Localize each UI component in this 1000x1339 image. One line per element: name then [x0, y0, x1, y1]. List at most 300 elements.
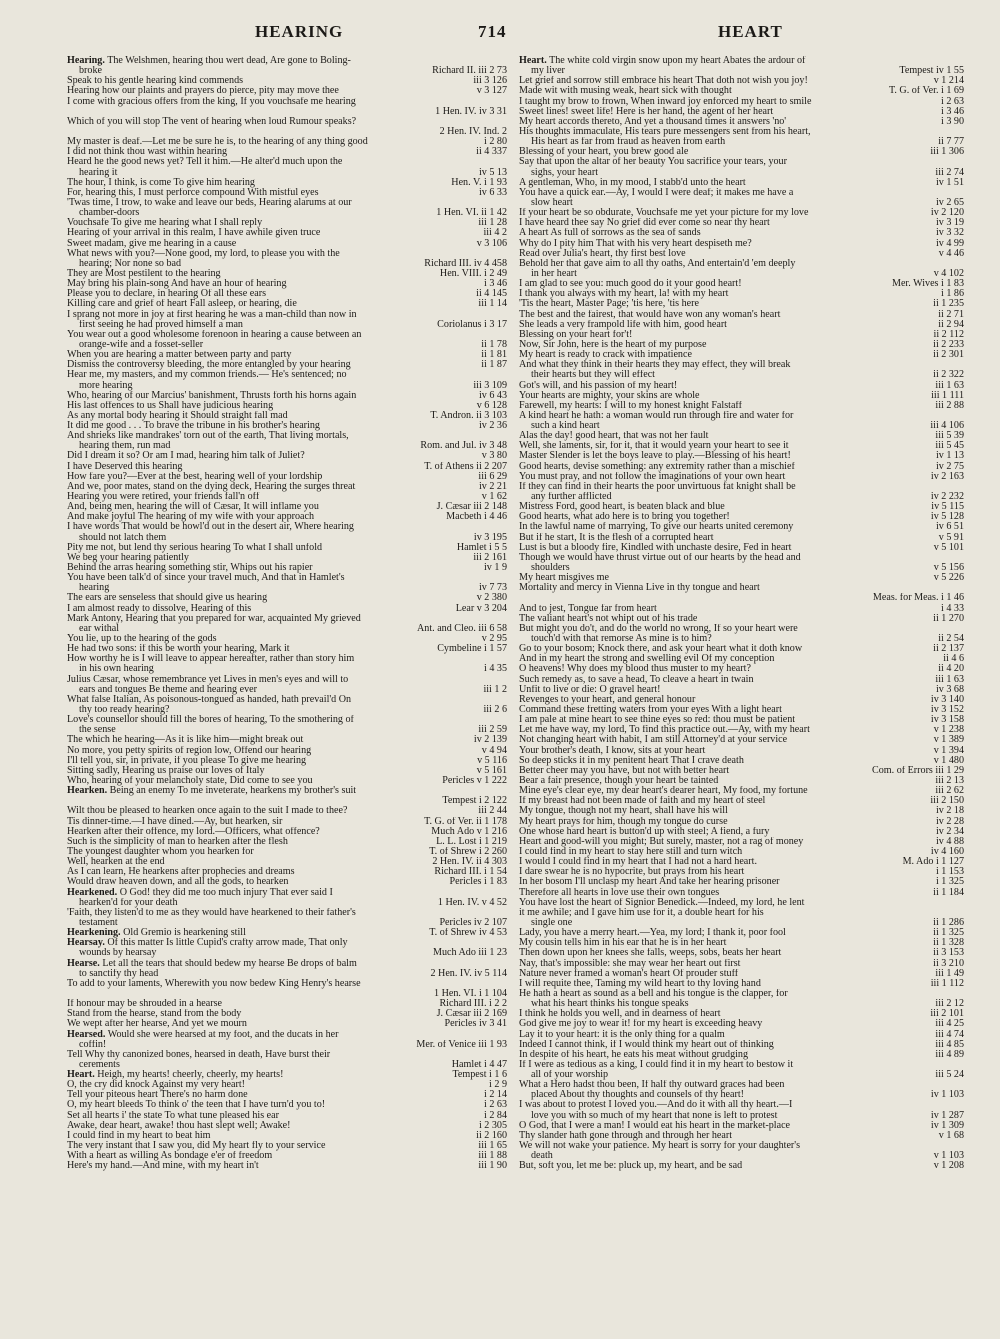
- quotation: Sweet lines! sweet life! Here is her hand, the agent of her heart: [519, 106, 774, 117]
- concordance-line: [519, 381, 964, 391]
- citation-reference: iv 7 73: [476, 583, 507, 593]
- concordance-line: [519, 360, 964, 370]
- quotation: slow heart: [531, 197, 573, 208]
- concordance-line: [519, 604, 964, 614]
- quotation-text: [519, 259, 964, 269]
- concordance-line: [67, 360, 507, 370]
- citation-reference: Tempest i 2 122: [439, 796, 507, 806]
- concordance-line: [519, 675, 964, 685]
- quotation: Unfit to live or die: O gravel heart!: [519, 684, 661, 695]
- concordance-line: [519, 228, 964, 238]
- quotation: hearing; Nor none so bad: [79, 258, 182, 269]
- quotation: 'Twas time, I trow, to wake and leave our beds, Hearing alarums at our: [67, 197, 352, 208]
- concordance-line: [67, 1100, 507, 1110]
- quotation: more hearing: [79, 380, 133, 391]
- quotation-text: [67, 959, 507, 969]
- concordance-line: [67, 746, 507, 756]
- quotation: He hath a heart as sound as a bell and his tongue is the clapper, for: [519, 988, 788, 999]
- concordance-line: [67, 259, 507, 269]
- concordance-line: [519, 66, 964, 76]
- concordance-line: [67, 776, 507, 786]
- citation-reference: iii 5 39: [932, 431, 964, 441]
- quotation-text: [519, 918, 964, 928]
- citation-reference: v 3 127: [474, 86, 507, 96]
- quotation-text: [519, 299, 964, 309]
- quotation: My tongue, though not my heart, shall have his will: [519, 806, 728, 817]
- quotation: Hearken after their offence, my lord.—Officers, what offence?: [67, 826, 320, 837]
- quotation: Would she were hearsed at my foot, and the ducats in her: [107, 1029, 339, 1040]
- concordance-line: [519, 157, 964, 167]
- quotation-text: [67, 543, 507, 553]
- concordance-line: [519, 735, 964, 745]
- citation-reference: Meas. for Meas. i 1 46: [870, 593, 964, 603]
- quotation: My heart misgives me: [519, 573, 609, 584]
- quotation: I come with gracious offers from the king, If you vouchsafe me hearing: [67, 96, 356, 107]
- concordance-line: [519, 56, 964, 66]
- concordance-line: [519, 837, 964, 847]
- concordance-line: [67, 1090, 507, 1100]
- concordance-line: [67, 1060, 507, 1070]
- quotation-text: [67, 756, 507, 766]
- quotation: I could find in my heart to stay here still and turn witch: [519, 846, 743, 857]
- citation-reference: i 1 325: [933, 877, 964, 887]
- citation-reference: v 5 101: [931, 543, 964, 553]
- quotation: Master Slender is let the boys leave to play.—Blessing of his heart!: [519, 451, 791, 462]
- quotation-text: [519, 969, 964, 979]
- concordance-line: [67, 948, 507, 958]
- quotation-text: [67, 97, 507, 107]
- concordance-line: [519, 350, 964, 360]
- concordance-line: [519, 249, 964, 259]
- quotation: thy too ready hearing?: [79, 705, 170, 715]
- quotation-text: [519, 928, 964, 938]
- quotation: Nay, that's impossible: she may wear her heart out first: [519, 958, 741, 969]
- concordance-line: [67, 898, 507, 908]
- concordance-line: [519, 817, 964, 827]
- citation-reference: iv 4 160: [928, 847, 964, 857]
- citation-reference: i 3 46: [481, 279, 507, 289]
- citation-reference: Pericles iv 2 107: [436, 918, 507, 928]
- quotation: The Welshmen, hearing thou wert dead, Are gone to Boling-: [107, 56, 351, 66]
- quotation: With a heart as willing As bondage e'er of freedom: [67, 1151, 273, 1162]
- quotation: Blessing on your heart for't!: [519, 329, 633, 340]
- citation-reference: Pericles iv 3 41: [441, 1019, 507, 1029]
- quotation: I have Deserved this hearing: [67, 461, 183, 472]
- concordance-line: [67, 908, 507, 918]
- quotation: cerements: [79, 1059, 120, 1070]
- quotation: Behold her that gave aim to all thy oaths, And entertain'd 'em deeply: [519, 258, 796, 269]
- concordance-line: [67, 168, 507, 178]
- citation-reference: v 1 103: [931, 1151, 964, 1161]
- quotation-text: [519, 847, 964, 857]
- citation-reference: L. L. Lost i 1 219: [433, 837, 507, 847]
- concordance-line: [519, 786, 964, 796]
- citation-reference: v 1 208: [931, 1161, 964, 1171]
- quotation-text: [519, 1019, 964, 1029]
- quotation-text: [519, 1151, 964, 1161]
- concordance-line: [519, 1009, 964, 1019]
- quotation-text: [67, 157, 507, 167]
- concordance-line: [519, 1019, 964, 1029]
- citation-reference: i 2 14: [481, 1090, 507, 1100]
- quotation-text: [519, 1070, 964, 1080]
- concordance-line: [67, 127, 507, 137]
- quotation: The valiant heart's not whipt out of his trade: [519, 613, 698, 624]
- quotation-text: [519, 725, 964, 735]
- concordance-line: [519, 624, 964, 634]
- quotation: Nature never framed a woman's heart Of prouder stuff: [519, 968, 739, 979]
- citation-reference: T. G. of Ver. ii 1 178: [421, 817, 507, 827]
- concordance-line: [67, 340, 507, 350]
- concordance-line: [67, 269, 507, 279]
- quotation-text: [67, 401, 507, 411]
- citation-reference: iv 2 21: [476, 482, 507, 492]
- quotation: hearken'd for your death: [79, 897, 178, 908]
- quotation: Please you to declare, in hearing Of all these ears: [67, 289, 266, 300]
- citation-reference: v 6 128: [474, 401, 507, 411]
- quotation-text: [67, 1111, 507, 1121]
- quotation: You have lost the heart of Signior Benedick.—Indeed, my lord, he lent: [519, 897, 805, 908]
- concordance-line: [67, 1121, 507, 1131]
- citation-reference: i 3 90: [938, 117, 964, 127]
- quotation: My master is deaf.—Let me be sure he is, to the hearing of any thing good: [67, 137, 368, 148]
- citation-reference: Ant. and Cleo. iii 6 58: [414, 624, 507, 634]
- quotation: hearing them, run mad: [79, 441, 171, 452]
- citation-reference: iv 6 43: [476, 391, 507, 401]
- quotation-text: [519, 806, 964, 816]
- concordance-line: [67, 512, 507, 522]
- quotation: Such remedy as, to save a head, To cleave a heart in twain: [519, 674, 754, 685]
- concordance-line: [519, 1121, 964, 1131]
- concordance-line: [519, 847, 964, 857]
- quotation: Indeed I cannot think, if I would think my heart out of thinking: [519, 1039, 774, 1050]
- citation-reference: iv 2 139: [471, 735, 507, 745]
- concordance-line: [67, 462, 507, 472]
- citation-reference: 2 Hen. IV. iv 5 114: [427, 969, 507, 979]
- left-column: [67, 56, 507, 1171]
- concordance-line: [67, 208, 507, 218]
- quotation-text: [67, 218, 507, 228]
- concordance-line: [519, 867, 964, 877]
- quotation-text: [519, 381, 964, 391]
- quotation-text: [519, 451, 964, 461]
- citation-reference: iv 3 140: [928, 695, 964, 705]
- concordance-line: [519, 147, 964, 157]
- citation-reference: ii 2 322: [930, 370, 964, 380]
- citation-reference: i 2 63: [481, 1100, 507, 1110]
- citation-reference: v 1 389: [931, 735, 964, 745]
- citation-reference: iii 2 161: [470, 553, 507, 563]
- concordance-line: [519, 198, 964, 208]
- quotation: She leads a very frampold life with him, good heart: [519, 319, 727, 330]
- concordance-line: [519, 543, 964, 553]
- quotation-text: [519, 959, 964, 969]
- quotation: A kind heart he hath: a woman would run through fire and water for: [519, 410, 794, 421]
- quotation: my liver: [531, 66, 565, 77]
- quotation: first seeing he had proved himself a man: [79, 319, 243, 330]
- quotation: I will requite thee, Taming my wild heart to thy loving hand: [519, 978, 761, 989]
- quotation: testament: [79, 917, 118, 928]
- concordance-line: [519, 431, 964, 441]
- quotation-text: [519, 756, 964, 766]
- citation-reference: T. of Athens ii 2 207: [421, 462, 507, 472]
- quotation-text: [67, 715, 507, 725]
- concordance-line: [519, 857, 964, 867]
- citation-reference: iii 1 306: [927, 147, 964, 157]
- concordance-line: [67, 675, 507, 685]
- citation-reference: iv 3 19: [933, 218, 964, 228]
- quotation-text: [67, 340, 507, 350]
- quotation: But, soft you, let me be: pluck up, my heart, and be sad: [519, 1161, 743, 1172]
- right-column: [519, 56, 964, 1171]
- headword: Hearse.: [67, 958, 100, 969]
- citation-reference: v 5 226: [931, 573, 964, 583]
- quotation-text: [519, 431, 964, 441]
- citation-reference: iv 3 68: [933, 685, 964, 695]
- quotation-text: [519, 228, 964, 238]
- quotation-text: [519, 1090, 964, 1100]
- concordance-line: [67, 644, 507, 654]
- citation-reference: Richard III. iv 4 458: [421, 259, 507, 269]
- quotation-text: [519, 198, 964, 208]
- quotation-text: [519, 746, 964, 756]
- citation-reference: i 3 46: [938, 107, 964, 117]
- quotation: If your heart be so obdurate, Vouchsafe me yet your picture for my love: [519, 208, 809, 219]
- concordance-line: [519, 705, 964, 715]
- concordance-line: [67, 310, 507, 320]
- concordance-line: [67, 279, 507, 289]
- quotation: Let me have way, my lord, To find this practice out.—Ay, with my heart: [519, 725, 810, 736]
- quotation-text: [519, 107, 964, 117]
- concordance-line: [519, 1050, 964, 1060]
- concordance-line: [519, 583, 964, 593]
- concordance-line: [519, 178, 964, 188]
- citation-reference: ii 1 286: [930, 918, 964, 928]
- concordance-line: [519, 451, 964, 461]
- quotation: My heart accords thereto, And yet a thousand times it answers 'no': [519, 116, 787, 127]
- concordance-line: [67, 634, 507, 644]
- concordance-line: [67, 492, 507, 502]
- citation-reference: i 2 305: [476, 1121, 507, 1131]
- concordance-line: [67, 999, 507, 1009]
- quotation: 'Tis the heart, Master Page; 'tis here, 'tis here: [519, 299, 700, 310]
- citation-reference: iv 2 65: [933, 198, 964, 208]
- quotation-text: [519, 56, 964, 66]
- quotation-text: [67, 86, 507, 96]
- quotation-text: [519, 330, 964, 340]
- concordance-line: [519, 928, 964, 938]
- citation-reference: ii 1 184: [930, 888, 964, 898]
- citation-reference: iv 3 195: [471, 533, 507, 543]
- quotation: Heard he the good news yet? Tell it him.—He alter'd much upon the: [67, 157, 343, 168]
- concordance-line: [67, 441, 507, 451]
- quotation: Who, hearing of our Marcius' banishment, Thrusts forth his horns again: [67, 390, 357, 401]
- concordance-line: [67, 76, 507, 86]
- quotation-text: [67, 289, 507, 299]
- citation-reference: Hen. VIII. i 2 49: [437, 269, 507, 279]
- citation-reference: Mer. of Venice iii 1 93: [413, 1040, 507, 1050]
- quotation-text: [67, 675, 507, 685]
- quotation-text: [67, 654, 507, 664]
- quotation-text: [67, 806, 507, 816]
- citation-reference: iv 3 158: [928, 715, 964, 725]
- quotation: Read over Julia's heart, thy first best love: [519, 248, 686, 259]
- concordance-line: [519, 898, 964, 908]
- concordance-line: [519, 502, 964, 512]
- concordance-line: [67, 715, 507, 725]
- quotation: Speak to his gentle hearing kind commends: [67, 76, 244, 87]
- concordance-line: [519, 746, 964, 756]
- quotation: I'll tell you, sir, in private, if you please To give me hearing: [67, 755, 307, 766]
- quotation-text: [519, 1040, 964, 1050]
- quotation-text: [519, 310, 964, 320]
- citation-reference: iv 1 13: [933, 451, 964, 461]
- concordance-line: [519, 664, 964, 674]
- citation-reference: v 3 106: [474, 239, 507, 249]
- concordance-line: [519, 97, 964, 107]
- quotation: Hearing of your arrival in this realm, I have awhile given truce: [67, 228, 321, 239]
- citation-reference: iii 6 29: [475, 472, 507, 482]
- quotation-text: [67, 188, 507, 198]
- quotation: wounds by hearsay: [79, 948, 157, 959]
- citation-reference: iv 6 33: [476, 188, 507, 198]
- citation-reference: 2 Hen. IV. Ind. 2: [437, 127, 507, 137]
- quotation: ear withal: [79, 623, 120, 634]
- quotation: The very instant that I saw you, did My heart fly to your service: [67, 1141, 326, 1152]
- quotation: Made wit with musing weak, heart sick with thought: [519, 86, 732, 97]
- quotation: placed About thy thoughts and counsels of thy heart!: [531, 1090, 745, 1101]
- citation-reference: ii 7 77: [935, 137, 964, 147]
- quotation: such a kind heart: [531, 421, 600, 432]
- quotation: in her heart: [531, 268, 577, 279]
- concordance-line: [67, 543, 507, 553]
- concordance-line: [519, 492, 964, 502]
- citation-reference: v 4 102: [931, 269, 964, 279]
- concordance-line: [519, 553, 964, 563]
- citation-reference: ii 1 328: [930, 938, 964, 948]
- headword: Hearkening.: [67, 928, 121, 939]
- quotation: Blessing of your heart, you brew good ale: [519, 147, 689, 158]
- quotation: Now, Sir John, here is the heart of my purpose: [519, 339, 707, 350]
- concordance-line: [519, 614, 964, 624]
- citation-reference: iii 1 111: [928, 391, 964, 401]
- citation-reference: v 5 161: [474, 766, 507, 776]
- quotation-text: [67, 553, 507, 563]
- quotation: Lady, you have a merry heart.—Yea, my lord; I thank it, poor fool: [519, 928, 786, 939]
- quotation-text: [67, 147, 507, 157]
- quotation: Let all the tears that should bedew my hearse Be drops of balm: [102, 958, 357, 969]
- quotation: Dismiss the controversy bleeding, the more entangled by your hearing: [67, 360, 351, 371]
- quotation-text: [519, 1009, 964, 1019]
- citation-reference: iii 5 45: [932, 441, 964, 451]
- quotation-text: [67, 522, 507, 532]
- quotation: Well, hearken at the end: [67, 857, 165, 868]
- quotation: And, being men, hearing the will of Cæsar, It will inflame you: [67, 502, 319, 513]
- quotation-text: [67, 310, 507, 320]
- quotation: Pity me not, but lend thy serious hearing To what I shall unfold: [67, 542, 323, 553]
- concordance-line: [519, 421, 964, 431]
- citation-reference: J. Cæsar iii 2 169: [434, 1009, 507, 1019]
- quotation: And in my heart the strong and swelling evil Of my conception: [519, 654, 775, 665]
- citation-reference: T. of Shrew i 2 260: [426, 847, 507, 857]
- quotation-text: [519, 218, 964, 228]
- concordance-line: [519, 1161, 964, 1171]
- quotation-text: [519, 533, 964, 543]
- quotation: Well, she laments, sir, for it, that it would yearn your heart to see it: [519, 441, 789, 452]
- concordance-line: [519, 370, 964, 380]
- headword: Hearing.: [67, 56, 105, 66]
- quotation-text: [67, 766, 507, 776]
- quotation-text: [67, 583, 507, 593]
- concordance-line: [67, 391, 507, 401]
- quotation: What false Italian, As poisonous-tongued as handed, hath prevail'd On: [67, 694, 352, 705]
- citation-reference: v 2 95: [479, 634, 507, 644]
- quotation: And make joyful The hearing of my wife with your approach: [67, 512, 315, 523]
- quotation-text: [519, 512, 964, 522]
- quotation-text: [519, 898, 964, 908]
- citation-reference: Richard II. iii 2 73: [429, 66, 507, 76]
- quotation: No more, you petty spirits of region low, Offend our hearing: [67, 745, 312, 756]
- concordance-line: [67, 918, 507, 928]
- concordance-line: [519, 1111, 964, 1121]
- concordance-line: [519, 76, 964, 86]
- quotation-text: [67, 1100, 507, 1110]
- quotation-text: [519, 1131, 964, 1141]
- quotation-text: [67, 117, 507, 127]
- concordance-line: [519, 685, 964, 695]
- quotation: Stand from the hearse, stand from the body: [67, 1009, 242, 1020]
- quotation-text: [67, 472, 507, 482]
- quotation: Such is the simplicity of man to hearken after the flesh: [67, 836, 288, 847]
- concordance-line: [519, 776, 964, 786]
- quotation: Vouchsafe To give me hearing what I shall reply: [67, 218, 263, 229]
- quotation-text: [67, 370, 507, 380]
- quotation: Mistress Ford, good heart, is beaten black and blue: [519, 502, 725, 513]
- concordance-line: [519, 766, 964, 776]
- concordance-line: [67, 107, 507, 117]
- quotation: hearing it: [79, 167, 118, 178]
- quotation-text: [519, 178, 964, 188]
- citation-reference: T. G. of Ver. i 1 69: [886, 86, 964, 96]
- quotation-text: [519, 360, 964, 370]
- concordance-line: [519, 472, 964, 482]
- concordance-line: [67, 583, 507, 593]
- concordance-line: [67, 157, 507, 167]
- citation-reference: iii 1 49: [932, 969, 964, 979]
- concordance-line: [519, 1040, 964, 1050]
- concordance-line: [519, 1060, 964, 1070]
- concordance-line: [67, 553, 507, 563]
- quotation: Say that upon the altar of her beauty You sacrifice your tears, your: [519, 157, 787, 168]
- citation-reference: ii 1 235: [930, 299, 964, 309]
- concordance-line: [519, 218, 964, 228]
- concordance-line: [519, 320, 964, 330]
- quotation-text: [519, 563, 964, 573]
- quotation-text: [67, 725, 507, 735]
- concordance-line: [67, 249, 507, 259]
- concordance-line: [67, 1151, 507, 1161]
- concordance-line: [519, 888, 964, 898]
- quotation: You lie, up to the hearing of the gods: [67, 634, 217, 645]
- concordance-line: [519, 989, 964, 999]
- quotation: Hearing how our plaints and prayers do pierce, pity may move thee: [67, 86, 339, 97]
- quotation-text: [67, 695, 507, 705]
- concordance-line: [519, 340, 964, 350]
- quotation: their hearts but they will effect: [531, 370, 655, 381]
- citation-reference: v 5 116: [474, 756, 507, 766]
- citation-reference: Hamlet i 5 5: [454, 543, 507, 553]
- quotation-text: [519, 147, 964, 157]
